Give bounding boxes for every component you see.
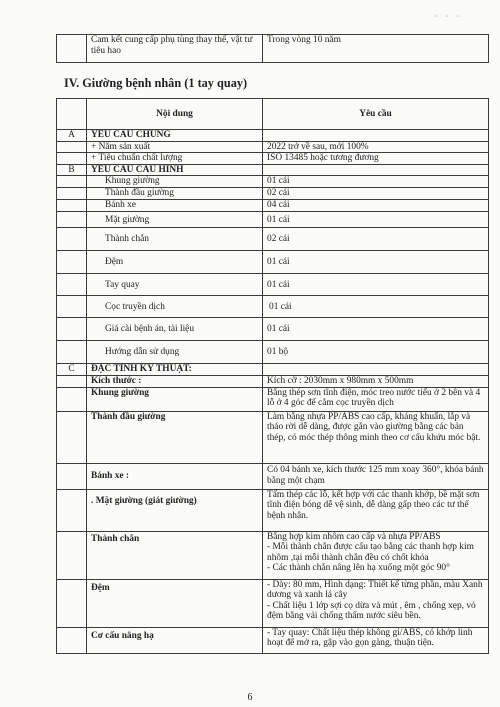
table-row <box>57 176 489 188</box>
section-b-code: B <box>57 164 87 176</box>
section-a-code: A <box>57 130 87 142</box>
row-value: 01 cái <box>263 296 489 318</box>
row-value: 01 cái <box>263 251 489 274</box>
table-row <box>57 579 489 627</box>
row-label: + Năm sản xuất <box>87 141 263 153</box>
row-label: Tay quay <box>87 274 263 296</box>
row-value: Làm bằng nhựa PP/ABS cao cấp, kháng khuẩn, lắp và tháo rời dễ dàng, được gắn vào giường bằng các bản thép, có móc thép thông minh theo cơ cấu khứu móc bật. <box>263 411 489 463</box>
section-a-title: YÊU CẦU CHUNG <box>87 130 263 142</box>
spec-table <box>56 98 489 654</box>
section-a-row <box>57 130 489 142</box>
section-c-code: C <box>57 364 87 376</box>
row-label: Khung giường <box>87 387 263 411</box>
value-line: - Dày: 80 mm, Hình dạng: Thiết kế từng phần, màu Xanh dương và xanh lá cây <box>267 579 483 601</box>
table-row <box>57 375 489 387</box>
table-row <box>57 141 489 153</box>
row-value: Bằng thép sơn tĩnh điện, móc treo nước tiểu ở 2 bên và 4 lỗ ở 4 góc để cắm cọc truyền dịch <box>263 387 489 411</box>
row-label: Cơ cấu nâng hạ <box>87 627 263 653</box>
row-value <box>263 579 489 627</box>
row-label: Bánh xe : <box>87 463 263 489</box>
section-title: IV. Giường bệnh nhân (1 tay quay) <box>64 76 248 90</box>
table-row <box>57 274 489 296</box>
row-label: Thành đầu giường <box>87 411 263 463</box>
row-value: 01 cái <box>263 176 489 188</box>
table-row <box>57 463 489 489</box>
table-row <box>57 411 489 463</box>
section-c-title: ĐẶC TÍNH KỸ THUẬT: <box>87 364 263 376</box>
table-row <box>57 228 489 251</box>
row-value: 01 cái <box>263 318 489 341</box>
row-code <box>57 274 87 296</box>
row-value: 02 cái <box>263 228 489 251</box>
row-value: 01 cái <box>263 212 489 228</box>
row-code <box>57 531 87 579</box>
row-label: Mặt giường <box>87 212 263 228</box>
corner-marks: · · · <box>435 12 462 21</box>
row-label: Thành chắn <box>87 531 263 579</box>
top-row-label: Cam kết cung cấp phụ tùng thay thế, vật tư tiêu hao <box>87 35 263 63</box>
row-value: 2022 trở về sau, mới 100% <box>263 141 489 153</box>
row-code <box>57 318 87 341</box>
row-label: Đệm <box>87 251 263 274</box>
table-row <box>57 296 489 318</box>
row-code <box>57 212 87 228</box>
row-code <box>57 188 87 200</box>
header-code <box>57 99 87 130</box>
row-value: - Tay quay: Chất liệu thép không gỉ/ABS, có khớp linh hoạt để mở ra, gập vào gọn gàng, thuận tiện. <box>263 627 489 653</box>
top-row-value: Trong vòng 10 năm <box>263 35 489 63</box>
table-row <box>57 531 489 579</box>
value-line: - Các thành chắn nâng lên hạ xuống một góc 90° <box>267 563 450 574</box>
row-value: Tấm thép các lỗ, kết hợp với các thanh khớp, bề mặt sơn tĩnh điện bóng dễ vệ sinh, dễ dàng gấp theo các tư thế bệnh nhân. <box>263 489 489 531</box>
row-label: Thành chắn <box>87 228 263 251</box>
row-code <box>57 200 87 212</box>
row-label: Cọc truyền dịch <box>87 296 263 318</box>
row-label: Giá cài bệnh án, tài liệu <box>87 318 263 341</box>
row-code <box>57 489 87 531</box>
table-row <box>57 341 489 364</box>
top-row-code <box>57 35 87 63</box>
table-row <box>57 188 489 200</box>
section-b-empty <box>263 164 489 176</box>
row-value: ISO 13485 hoặc tương đương <box>263 153 489 165</box>
table-row <box>57 200 489 212</box>
section-b-row <box>57 164 489 176</box>
row-code <box>57 411 87 463</box>
table-row <box>57 153 489 165</box>
row-code <box>57 375 87 387</box>
row-label: Đệm <box>87 579 263 627</box>
table-row <box>57 387 489 411</box>
row-label: Khung giường <box>87 176 263 188</box>
row-value: Kích cỡ : 2030mm x 980mm x 500mm <box>263 375 489 387</box>
row-code <box>57 153 87 165</box>
row-code <box>57 387 87 411</box>
row-value: 04 cái <box>263 200 489 212</box>
row-code <box>57 463 87 489</box>
row-label: Hướng dẫn sử dụng <box>87 341 263 364</box>
table-row <box>57 251 489 274</box>
row-code <box>57 341 87 364</box>
header-requirement: Yêu cầu <box>263 99 489 130</box>
table-header-row <box>57 99 489 130</box>
value-line: Bằng hợp kim nhôm cao cấp và nhựa PP/ABS <box>267 531 441 542</box>
row-label: + Tiêu chuẩn chất lượng <box>87 153 263 165</box>
row-code <box>57 296 87 318</box>
row-label: Bánh xe <box>87 200 263 212</box>
table-row <box>57 212 489 228</box>
row-value: 01 cái <box>263 274 489 296</box>
row-code <box>57 251 87 274</box>
row-label: Kích thước : <box>87 375 263 387</box>
row-value: 02 cái <box>263 188 489 200</box>
section-c-row <box>57 364 489 376</box>
top-table <box>56 34 489 63</box>
row-label: . Mặt giường (giát giường) <box>87 489 263 531</box>
row-code <box>57 176 87 188</box>
row-value: 01 bộ <box>263 341 489 364</box>
section-c-empty <box>263 364 489 376</box>
row-code <box>57 228 87 251</box>
table-row <box>57 489 489 531</box>
value-line: - Mỗi thành chắn được cấu tạo bằng các thanh hợp kim nhôm ,tại mỗi thành chắn đều có chốt khóa <box>267 542 474 563</box>
row-code <box>57 579 87 627</box>
row-value <box>263 531 489 579</box>
table-row <box>57 318 489 341</box>
page-number: 6 <box>247 692 253 703</box>
row-value: Có 04 bánh xe, kích thước 125 mm xoay 360°, khóa bánh bằng một chạm <box>263 463 489 489</box>
row-code <box>57 141 87 153</box>
section-b-title: YÊU CẦU CẤU HÌNH <box>87 164 263 176</box>
table-row <box>57 627 489 653</box>
header-content: Nội dung <box>87 99 263 130</box>
row-label: Thành đầu giường <box>87 188 263 200</box>
row-code <box>57 627 87 653</box>
section-a-empty <box>263 130 489 142</box>
value-line: - Chất liệu 1 lớp sợi cọ dừa và mút , êm , chống xẹp, vỏ đệm bằng vải chống thấm nước siêu bền. <box>267 600 476 622</box>
